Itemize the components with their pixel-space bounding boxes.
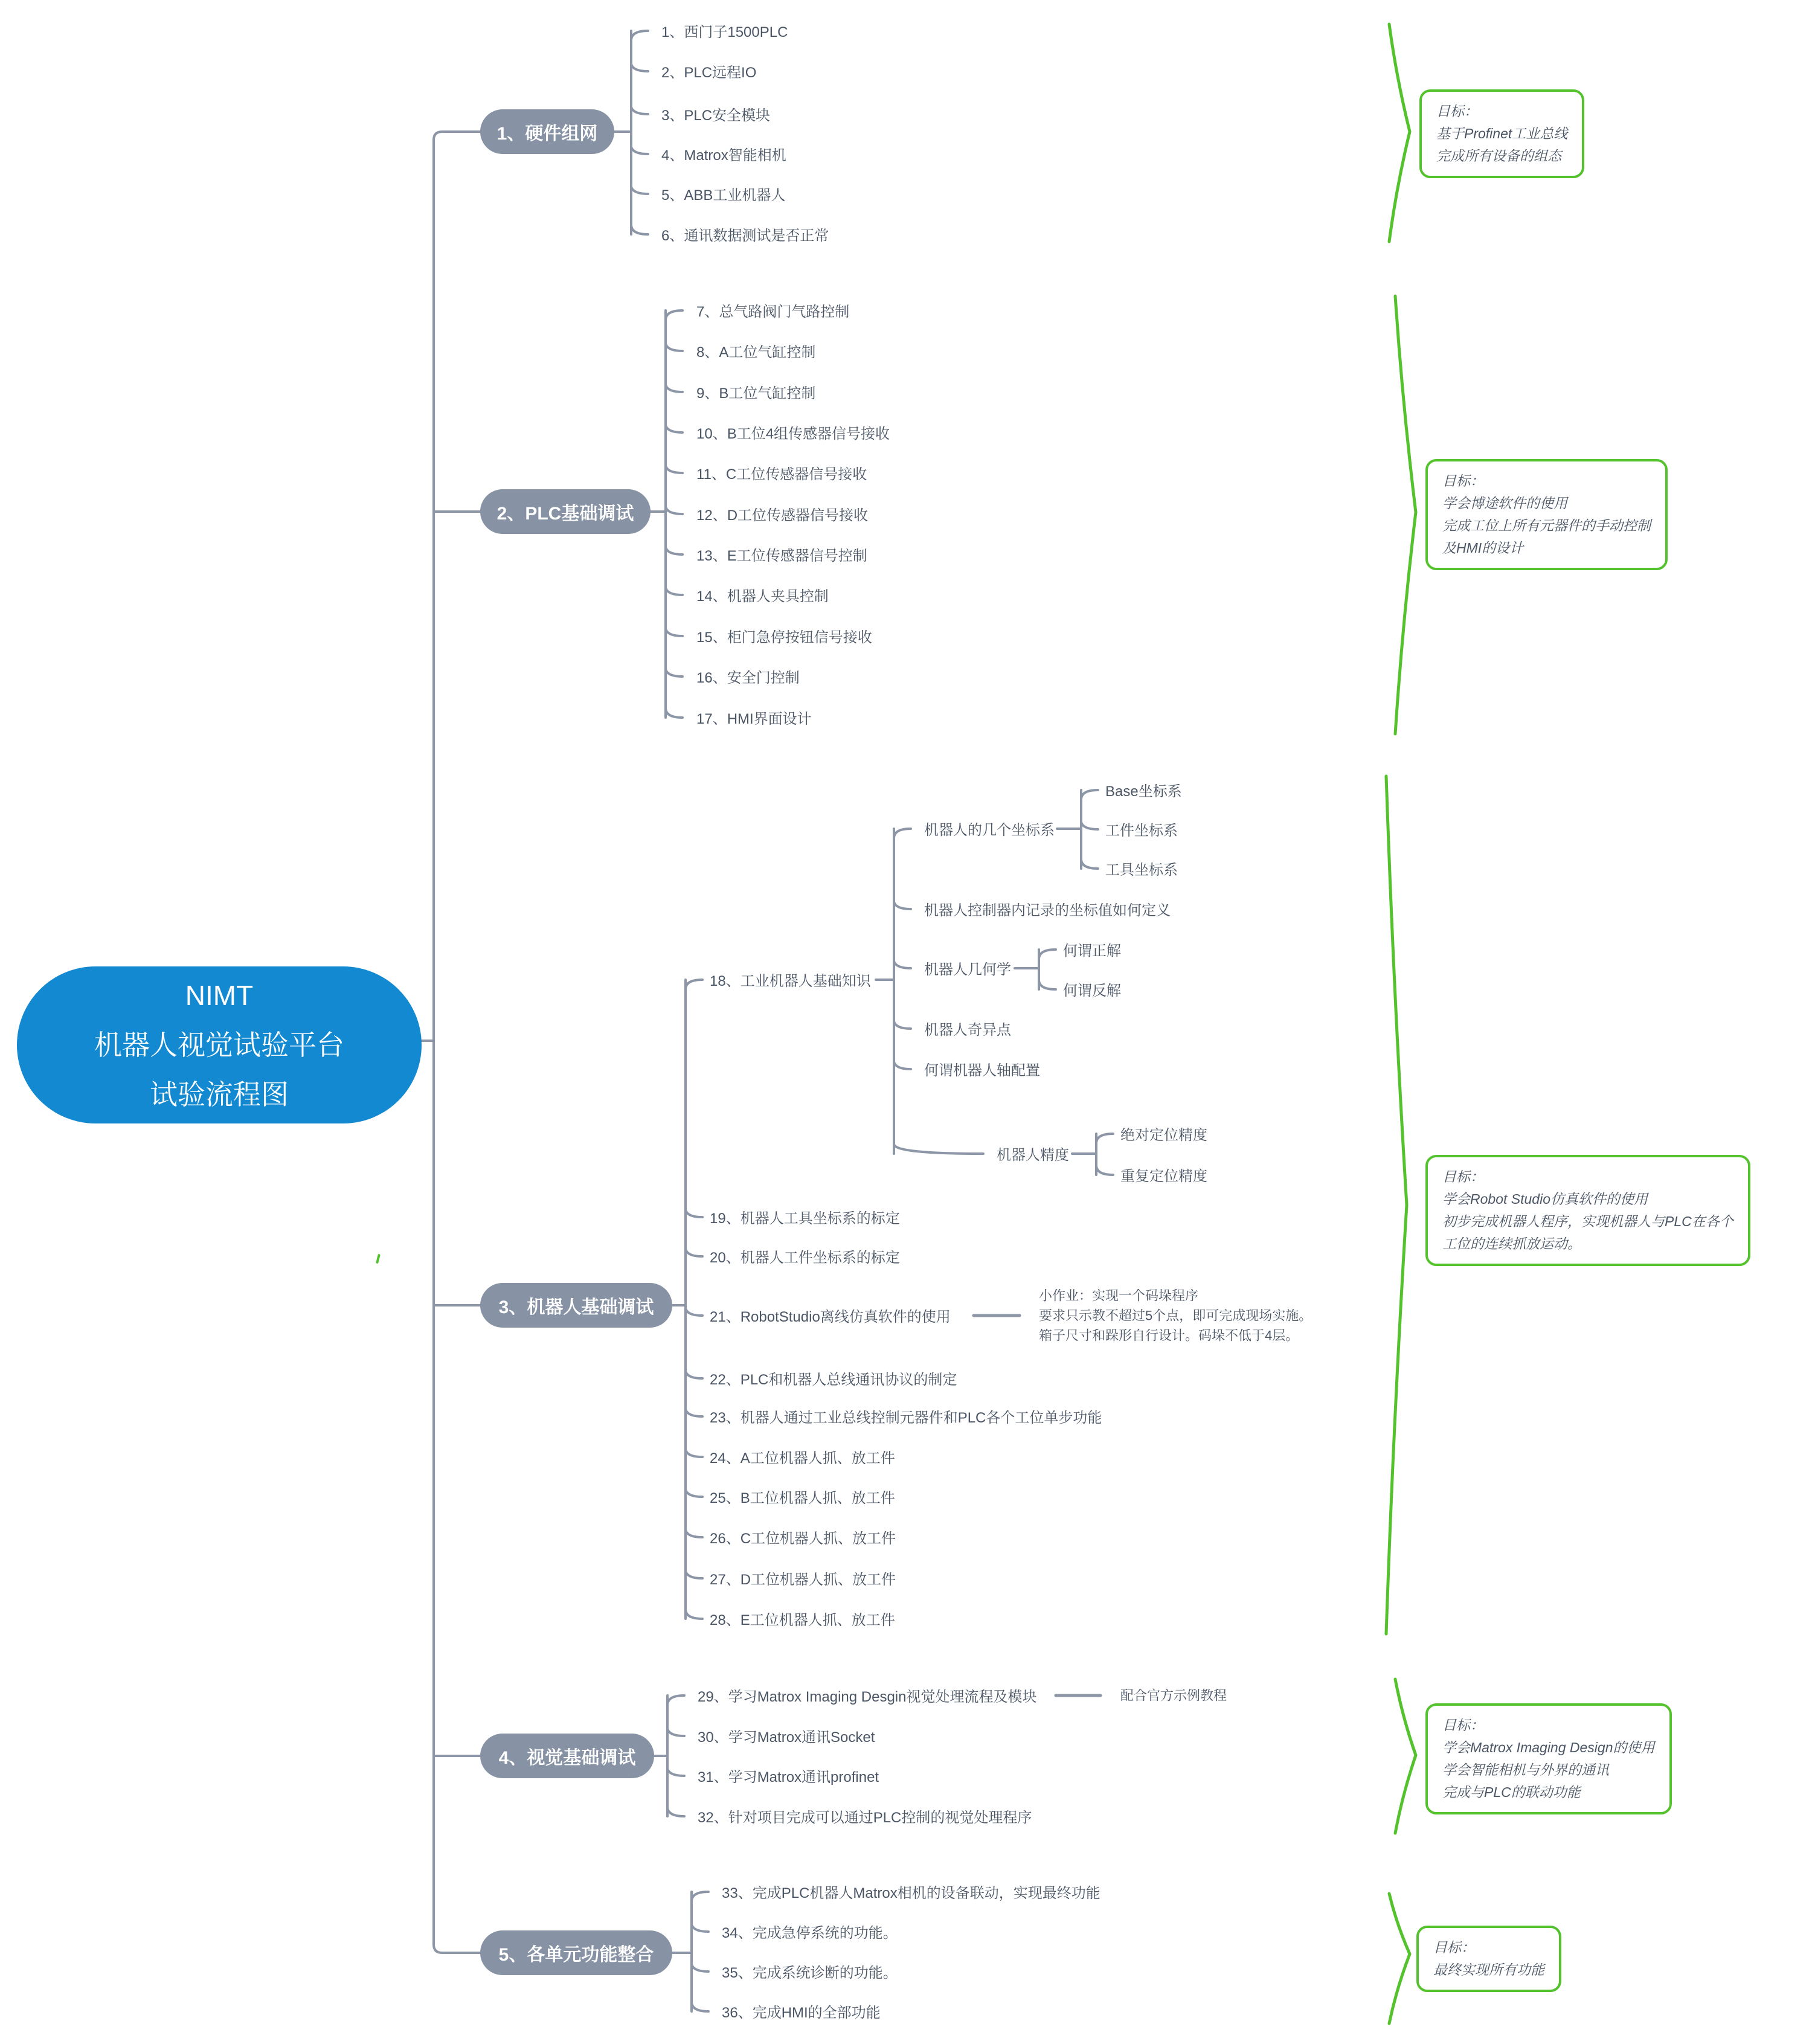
- topic-29[interactable]: 29、学习Matrox Imaging Desgin视觉处理流程及模块: [698, 1688, 1037, 1705]
- connector: [631, 31, 648, 40]
- topic-34[interactable]: 34、完成急停系统的功能。: [722, 1924, 898, 1941]
- connector: [1081, 790, 1098, 800]
- topic-36[interactable]: 36、完成HMI的全部功能: [722, 2004, 881, 2021]
- goal-line: 基于Profinet工业总线: [1436, 126, 1568, 141]
- subtopic-geometry[interactable]: 机器人几何学: [924, 961, 1011, 978]
- topic-21[interactable]: 21、RobotStudio离线仿真软件的使用: [710, 1308, 951, 1325]
- connector: [1096, 1134, 1113, 1143]
- topic-33[interactable]: 33、完成PLC机器人Matrox相机的设备联动，实现最终功能: [722, 1885, 1100, 1901]
- goal-line: 目标：: [1442, 1717, 1484, 1733]
- topic-35[interactable]: 35、完成系统诊断的功能。: [722, 1964, 898, 1981]
- connector: [666, 629, 683, 636]
- goal-line: 目标：: [1442, 473, 1484, 489]
- connector: [631, 107, 648, 114]
- connector: [1395, 296, 1416, 734]
- goal-line: 最终实现所有功能: [1433, 1962, 1544, 1978]
- homework-note-line1: 小作业：实现一个码垛程序: [1039, 1288, 1199, 1303]
- topic-9[interactable]: 9、B工位气缸控制: [696, 385, 816, 402]
- connector: [667, 1729, 684, 1736]
- branch-robot-debug[interactable]: 3、机器人基础调试: [480, 1283, 672, 1328]
- goal-box-hardware[interactable]: [1419, 89, 1584, 178]
- goal-line: 完成与PLC的联动功能: [1442, 1784, 1581, 1800]
- goal-line: 工位的连续抓放运动。: [1442, 1236, 1581, 1252]
- topic-10[interactable]: 10、B工位4组传感器信号接收: [696, 425, 890, 442]
- connector: [894, 1144, 983, 1154]
- branch-hardware-network[interactable]: 1、硬件组网: [480, 109, 614, 154]
- goal-line: 完成工位上所有元器件的手动控制: [1442, 518, 1651, 533]
- goal-line: 目标：: [1436, 103, 1478, 119]
- topic-25[interactable]: 25、B工位机器人抓、放工件: [710, 1490, 895, 1506]
- topic-31[interactable]: 31、学习Matrox通讯profinet: [698, 1769, 879, 1785]
- subtopic-work-frame[interactable]: 工件坐标系: [1105, 822, 1178, 839]
- connector: [1039, 950, 1056, 959]
- subtopic-base-frame[interactable]: Base坐标系: [1105, 783, 1182, 800]
- connector: [667, 1807, 684, 1816]
- connector: [692, 1892, 708, 1901]
- goal-line: 学会博途软件的使用: [1442, 495, 1567, 511]
- topic-27[interactable]: 27、D工位机器人抓、放工件: [710, 1571, 896, 1588]
- topic-28[interactable]: 28、E工位机器人抓、放工件: [710, 1612, 895, 1628]
- connector: [692, 1924, 708, 1932]
- connector: [1039, 980, 1056, 989]
- goal-line: 初步完成机器人程序，实现机器人与PLC在各个: [1442, 1213, 1733, 1229]
- subtopic-singularity[interactable]: 机器人奇异点: [924, 1021, 1011, 1038]
- subtopic-inverse-kinematics[interactable]: 何谓反解: [1063, 982, 1121, 999]
- connector: [894, 961, 911, 968]
- topic-3[interactable]: 3、PLC安全模块: [661, 107, 771, 124]
- central-title-line1: NIMT: [185, 980, 254, 1011]
- topic-23[interactable]: 23、机器人通过工业总线控制元器件和PLC各个工位单步功能: [710, 1409, 1102, 1426]
- connector: [686, 1450, 702, 1457]
- subtopic-axis-config[interactable]: 何谓机器人轴配置: [924, 1062, 1040, 1079]
- connector: [692, 2002, 708, 2011]
- connector: [666, 507, 683, 514]
- connector: [666, 466, 683, 473]
- connector: [1096, 1165, 1113, 1175]
- connector: [666, 708, 683, 718]
- connector: [692, 1964, 708, 1972]
- topic-8[interactable]: 8、A工位气缸控制: [696, 344, 816, 361]
- goal-line: 完成所有设备的组态: [1436, 148, 1561, 164]
- topic-13[interactable]: 13、E工位传感器信号控制: [696, 547, 867, 564]
- tutorial-note[interactable]: 配合官方示例教程: [1120, 1688, 1227, 1703]
- topic-26[interactable]: 26、C工位机器人抓、放工件: [710, 1530, 896, 1547]
- topic-32[interactable]: 32、针对项目完成可以通过PLC控制的视觉处理程序: [698, 1809, 1032, 1826]
- topic-14[interactable]: 14、机器人夹具控制: [696, 588, 829, 605]
- homework-note[interactable]: [1039, 1286, 1312, 1346]
- connector: [686, 1249, 702, 1256]
- topic-6[interactable]: 6、通讯数据测试是否正常: [661, 227, 829, 244]
- connector: [666, 547, 683, 554]
- connector: [667, 1695, 684, 1705]
- connector: [686, 1308, 702, 1316]
- connector: [894, 1021, 911, 1029]
- topic-11[interactable]: 11、C工位传感器信号接收: [696, 466, 867, 483]
- connector: [686, 1371, 702, 1378]
- topic-16[interactable]: 16、安全门控制: [696, 669, 800, 686]
- connector: [666, 588, 683, 595]
- topic-7[interactable]: 7、总气路阀门气路控制: [696, 303, 850, 320]
- topic-17[interactable]: 17、HMI界面设计: [696, 710, 812, 727]
- connector: [666, 344, 683, 351]
- connector: [894, 1062, 911, 1069]
- connector: [667, 1769, 684, 1776]
- subtopic-forward-kinematics[interactable]: 何谓正解: [1063, 942, 1121, 959]
- connector: [1386, 776, 1407, 1634]
- central-title-line2: 机器人视觉试验平台: [94, 1029, 344, 1061]
- homework-note-line3: 箱子尺寸和跺形自行设计。码垛不低于4层。: [1039, 1328, 1299, 1343]
- goal-box-vision[interactable]: [1425, 1703, 1672, 1814]
- goal-line: 学会Robot Studio仿真软件的使用: [1442, 1191, 1648, 1207]
- connector: [1389, 1894, 1410, 2023]
- branch-plc-debug[interactable]: 2、PLC基础调试: [480, 489, 651, 534]
- subtopic-coord-values[interactable]: 机器人控制器内记录的坐标值如何定义: [924, 902, 1171, 919]
- goal-line: 及HMI的设计: [1442, 540, 1524, 556]
- connector: [686, 980, 702, 989]
- connector: [686, 1530, 702, 1537]
- subtopic-coord-systems[interactable]: 机器人的几个坐标系: [924, 821, 1055, 838]
- connector: [1389, 24, 1410, 242]
- homework-note-line2: 要求只示教不超过5个点，即可完成现场实施。: [1039, 1308, 1312, 1323]
- connector: [686, 1571, 702, 1578]
- connector: [666, 425, 683, 432]
- topic-5[interactable]: 5、ABB工业机器人: [661, 187, 786, 204]
- central-topic[interactable]: [17, 966, 422, 1123]
- topic-18[interactable]: 18、工业机器人基础知识: [710, 972, 871, 989]
- goal-box-robot[interactable]: [1425, 1155, 1750, 1266]
- goal-line: 学会智能相机与外界的通讯: [1442, 1762, 1609, 1778]
- subtopic-repeat-accuracy[interactable]: 重复定位精度: [1120, 1168, 1207, 1184]
- topic-30[interactable]: 30、学习Matrox通讯Socket: [698, 1729, 875, 1746]
- connector: [631, 64, 648, 71]
- subtopic-absolute-accuracy[interactable]: 绝对定位精度: [1120, 1126, 1207, 1143]
- goal-box-integration[interactable]: [1416, 1926, 1561, 1992]
- topic-12[interactable]: 12、D工位传感器信号接收: [696, 507, 869, 524]
- connector: [686, 1609, 702, 1619]
- connector: [1081, 859, 1098, 869]
- connector: [434, 132, 480, 1953]
- connector: [686, 1490, 702, 1497]
- connector: [1081, 822, 1098, 829]
- connector: [894, 902, 911, 909]
- central-title-line3: 试验流程图: [150, 1079, 289, 1110]
- topic-4[interactable]: 4、Matrox智能相机: [661, 147, 786, 164]
- topic-2[interactable]: 2、PLC远程IO: [661, 64, 757, 81]
- connector: [686, 1210, 702, 1217]
- branch-unit-integration[interactable]: 5、各单元功能整合: [480, 1930, 672, 1975]
- connector: [631, 187, 648, 194]
- goal-box-plc[interactable]: [1425, 459, 1668, 570]
- branch-vision-debug[interactable]: 4、视觉基础调试: [480, 1734, 654, 1778]
- topic-20[interactable]: 20、机器人工件坐标系的标定: [710, 1249, 900, 1266]
- connector: [686, 1409, 702, 1416]
- subtopic-tool-frame[interactable]: 工具坐标系: [1105, 861, 1178, 878]
- topic-19[interactable]: 19、机器人工具坐标系的标定: [710, 1210, 900, 1227]
- subtopic-accuracy[interactable]: 机器人精度: [997, 1146, 1069, 1163]
- connector: [894, 829, 911, 838]
- connector: [666, 310, 683, 320]
- topic-22[interactable]: 22、PLC和机器人总线通讯协议的制定: [710, 1371, 957, 1388]
- connector: [666, 669, 683, 677]
- topic-15[interactable]: 15、柜门急停按钮信号接收: [696, 629, 872, 646]
- topic-24[interactable]: 24、A工位机器人抓、放工件: [710, 1450, 895, 1467]
- goal-line: 学会Matrox Imaging Design的使用: [1442, 1740, 1655, 1755]
- topic-1[interactable]: 1、西门子1500PLC: [661, 24, 788, 40]
- connector: [1395, 1679, 1416, 1833]
- connector: [631, 147, 648, 154]
- goal-line: 目标：: [1433, 1940, 1475, 1955]
- connector: [666, 385, 683, 392]
- connector: [631, 225, 648, 234]
- goal-line: 目标：: [1442, 1169, 1484, 1184]
